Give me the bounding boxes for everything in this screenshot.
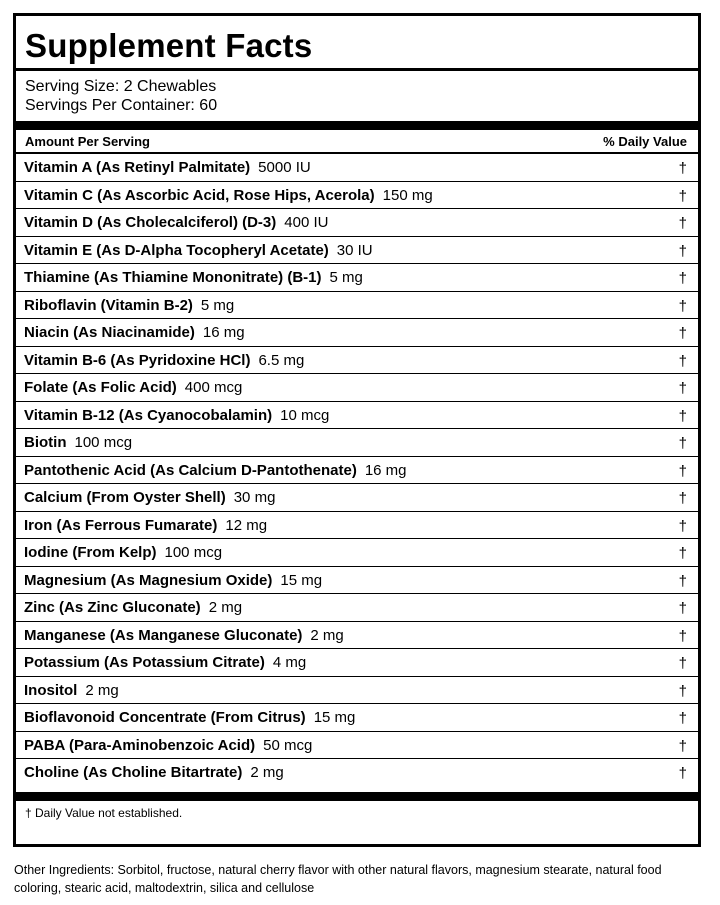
table-row [16, 539, 698, 567]
daily-value-dagger: † [678, 435, 687, 452]
nutrient-cell [24, 737, 312, 754]
daily-value-dagger: † [678, 187, 687, 205]
nutrient-amount: 400 IU [284, 214, 329, 231]
nutrient-cell [24, 269, 363, 286]
nutrient-name: Folate (As Folic Acid) [24, 379, 177, 396]
amount-header [16, 130, 698, 154]
nutrient-amount: 5 mg [200, 296, 235, 314]
nutrient-amount: 6.5 mg [258, 351, 305, 369]
nutrient-amount: 16 mg [202, 324, 245, 341]
daily-value-dagger: † [678, 627, 687, 645]
nutrient-name: Thiamine (As Thiamine Mononitrate) (B-1) [24, 269, 322, 286]
nutrient-cell [24, 434, 132, 451]
nutrient-amount: 30 mg [233, 489, 276, 506]
nutrient-amount: 15 mg [280, 571, 323, 589]
daily-value-dagger: † [678, 297, 687, 315]
nutrient-cell [24, 297, 234, 314]
nutrient-amount: 5000 IU [258, 159, 311, 176]
nutrient-cell [24, 572, 322, 589]
nutrient-amount: 2 mg [250, 764, 284, 781]
nutrient-amount: 30 IU [336, 241, 373, 259]
table-row [16, 594, 698, 622]
other-ingredients: Other Ingredients: Sorbitol, fructose, natural cherry flavor with other natural flavors, magnesium stearate, natural food coloring, stearic acid, maltodextrin, silica and cellulose [14, 863, 662, 895]
table-row [16, 677, 698, 705]
daily-value-dagger: † [678, 765, 687, 782]
daily-value-dagger: † [678, 545, 687, 562]
nutrient-name: Vitamin C (As Ascorbic Acid, Rose Hips, Acerola) [24, 186, 375, 204]
nutrient-cell [24, 352, 304, 369]
nutrient-cell [24, 462, 407, 479]
nutrient-name: PABA (Para-Aminobenzoic Acid) [24, 736, 256, 754]
nutrient-cell [24, 517, 267, 534]
thick-divider-bottom [16, 792, 698, 801]
nutrient-name: Vitamin E (As D-Alpha Tocopheryl Acetate) [24, 241, 329, 259]
title-divider [16, 68, 698, 71]
nutrient-amount: 150 mg [382, 186, 433, 204]
nutrient-name: Calcium (From Oyster Shell) [24, 489, 226, 506]
nutrient-amount: 16 mg [364, 461, 407, 479]
table-row [16, 622, 698, 650]
supplement-facts-panel [13, 13, 701, 847]
nutrient-amount: 100 mcg [164, 544, 223, 561]
nutrient-name: Biotin [24, 434, 67, 451]
table-row [16, 457, 698, 485]
thick-divider-top [16, 121, 698, 130]
nutrient-name: Pantothenic Acid (As Calcium D-Pantothenate) [24, 461, 357, 479]
nutrient-cell [24, 324, 245, 341]
nutrient-amount: 100 mcg [74, 434, 133, 451]
nutrient-name: Zinc (As Zinc Gluconate) [24, 599, 201, 616]
nutrient-name: Potassium (As Potassium Citrate) [24, 654, 265, 671]
nutrient-cell [24, 242, 373, 259]
daily-value-label: % Daily Value [603, 134, 687, 149]
nutrient-name: Inositol [24, 681, 78, 699]
daily-value-dagger: † [678, 325, 687, 342]
daily-value-dagger: † [678, 352, 687, 370]
daily-value-dagger: † [678, 407, 687, 425]
nutrient-name: Bioflavonoid Concentrate (From Citrus) [24, 709, 306, 726]
serving-info [25, 77, 217, 115]
table-row [16, 759, 698, 787]
table-row [16, 264, 698, 292]
amount-per-serving-label: Amount Per Serving [25, 134, 150, 149]
daily-value-dagger: † [678, 655, 687, 672]
nutrient-cell [24, 544, 222, 561]
nutrient-cell [24, 214, 328, 231]
nutrient-cell [24, 654, 306, 671]
table-row [16, 237, 698, 265]
nutrient-cell [24, 764, 284, 781]
nutrient-amount: 10 mcg [280, 406, 330, 424]
nutrient-name: Manganese (As Manganese Gluconate) [24, 626, 303, 644]
table-row [16, 319, 698, 347]
nutrient-name: Riboflavin (Vitamin B-2) [24, 296, 193, 314]
table-row [16, 374, 698, 402]
nutrient-amount: 50 mcg [263, 736, 313, 754]
daily-value-dagger: † [678, 517, 687, 535]
table-row [16, 182, 698, 210]
nutrient-cell [24, 407, 329, 424]
daily-value-dagger: † [678, 682, 687, 700]
nutrient-cell [24, 709, 355, 726]
nutrient-amount: 2 mg [310, 626, 344, 644]
nutrient-name: Vitamin B-12 (As Cyanocobalamin) [24, 406, 273, 424]
table-row [16, 402, 698, 430]
table-row [16, 209, 698, 237]
nutrient-list [16, 154, 698, 787]
nutrient-name: Vitamin D (As Cholecalciferol) (D-3) [24, 214, 277, 231]
nutrient-name: Niacin (As Niacinamide) [24, 324, 195, 341]
daily-value-dagger: † [678, 160, 687, 177]
daily-value-dagger: † [678, 737, 687, 755]
nutrient-cell [24, 379, 242, 396]
table-row [16, 649, 698, 677]
servings-per-container: Servings Per Container: 60 [25, 97, 218, 114]
nutrient-amount: 15 mg [313, 709, 356, 726]
table-row [16, 512, 698, 540]
daily-value-dagger: † [678, 490, 687, 507]
daily-value-dagger: † [678, 462, 687, 480]
serving-size: Serving Size: 2 Chewables [25, 78, 217, 95]
daily-value-dagger: † [678, 215, 687, 232]
nutrient-name: Magnesium (As Magnesium Oxide) [24, 571, 273, 589]
nutrient-amount: 5 mg [329, 269, 363, 286]
table-row [16, 292, 698, 320]
table-row [16, 732, 698, 760]
table-row [16, 567, 698, 595]
daily-value-dagger: † [678, 600, 687, 617]
nutrient-cell [24, 187, 433, 204]
table-row [16, 154, 698, 182]
table-row [16, 704, 698, 732]
nutrient-amount: 2 mg [85, 681, 119, 699]
nutrient-cell [24, 627, 344, 644]
footnote: † Daily Value not established. [25, 806, 183, 820]
nutrient-name: Choline (As Choline Bitartrate) [24, 764, 243, 781]
nutrient-name: Iron (As Ferrous Fumarate) [24, 516, 218, 534]
table-row [16, 484, 698, 512]
table-row [16, 347, 698, 375]
daily-value-dagger: † [678, 710, 687, 727]
nutrient-amount: 2 mg [208, 599, 243, 616]
daily-value-dagger: † [678, 380, 687, 397]
table-row [16, 429, 698, 457]
nutrient-amount: 12 mg [225, 516, 268, 534]
panel-title: Supplement Facts [25, 27, 313, 64]
nutrient-cell [24, 489, 275, 506]
nutrient-name: Iodine (From Kelp) [24, 544, 157, 561]
nutrient-cell [24, 682, 119, 699]
nutrient-cell [24, 599, 242, 616]
daily-value-dagger: † [678, 242, 687, 260]
daily-value-dagger: † [678, 270, 687, 287]
nutrient-name: Vitamin A (As Retinyl Palmitate) [24, 159, 251, 176]
daily-value-dagger: † [678, 572, 687, 590]
nutrient-cell [24, 159, 311, 176]
nutrient-amount: 4 mg [272, 654, 307, 671]
nutrient-name: Vitamin B-6 (As Pyridoxine HCl) [24, 351, 251, 369]
nutrient-amount: 400 mcg [184, 379, 243, 396]
